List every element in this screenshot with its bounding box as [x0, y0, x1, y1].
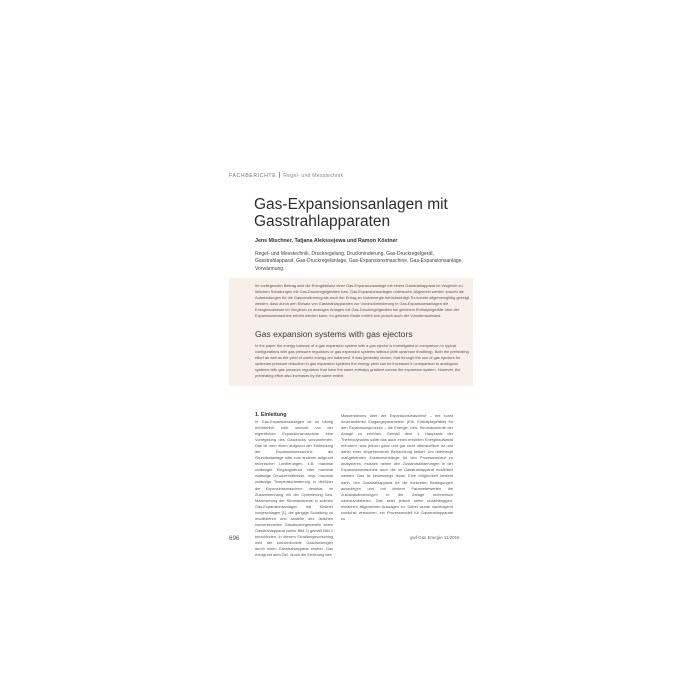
article-keywords: Regel- und Messtechnik, Druckregelung, Druckminderung, Gas-Druckregelgerät, Gasstrahlapparat, Gas-Druckregelanlage, Gas-Expansionsmaschine, Gas-Expansionsanlage, Vorwärmung. [255, 251, 463, 272]
subsection-label: Regel- und Messtechnik [283, 173, 344, 179]
section-header [229, 172, 343, 179]
abstract-german: Im vorliegenden Beitrag wird die Energiebilanz einer Gas-Expansionsanlage mit einem Gasstrahlapparat im Vergleich zu üblichen Schaltungen mit Gas-Druckregelgeräten bzw. Gas-Expansionsanlagen untersucht. Allgemein werden sowohl die Aufwendungen für die Gasvorwärmung als auch der Ertrag an Nutzenergie berücksichtigt. Es konnte allgemeingültig gezeigt werden, dass durch den Einsatz von Gasstrahlapparaten zur Vordruckminderung in Gas-Expansionsanlagen die Energieausbeute im Vergleich zu analogen Anlagen mit Gas-Druckregelgeräten bei gleichem Enthalpiegefälle über der Expansionsmaschine erhöht werden kann. Im gleichen Maße erhöht sich jedoch auch der Vorwärmaufwand. [255, 283, 469, 319]
article-title: Gas-Expansionsanlagen mit Gasstrahlapparaten [254, 196, 448, 230]
abstract-english-title: Gas expansion systems with gas ejectors [255, 329, 413, 339]
header-divider [279, 172, 280, 178]
article-authors: Jens Mischner, Tatjana Alekssejewa und Ramon Köstner [255, 238, 398, 244]
journal-footer: gwf-Gas Energie 11/2016 [410, 535, 460, 540]
abstract-english: In the paper the energy balance of a gas expansion system with a gas ejector is investigated in comparison to typical configurations with gas pressure regulators or gas expansion systems without (with upstream throttling). Both the preheating effort as well as the yield of useful energy are balanced. It was generally shown, that through the use of gas ejectors for upstream pressure reduction in gas expansion systems the energy yield can be increased in comparison to analogous systems with gas pressure regulators that have the same enthalpy gradient across the expansion system. However, the preheating effort also increases by the same extent. [255, 343, 469, 379]
page-number: 696 [229, 535, 240, 542]
body-column-right: Massenstroms über der Expansionsmaschine – bei sonst unveränderten Eingangsparametern (Eth, Enthalpiegefälle) für den Expansionsprozess – die Energie- bzw. Stromausbeute der Anlage zu erhöhen. Gemäß dem 1. Hauptsatz der Thermodynamik sollte das auch einen erhöhten Energieaufwand erfordern, was jedoch ganz und gar nicht offensichtlich ist und daher einer eingehenderen Betrachtung bedarf. Um überhaupt maßgebenden Zusammenhänge für den Prozessverlauf zu analysieren, müssen neben den Zustandsänderungen in der Expansionsmaschine auch die im Gasstrahlapparat modelliert werden. Das ist keineswegs trivial. Eine Möglichkeit besteht darin, den Gasstrahlapparat für die konkreten Bedingungen auszulegen und mit diesem Parameterwerten die Zustandsänderungen in der Anlage rechnerisch nachzuvollziehen. Das setzt jedoch keine unabhängigen, einfachen allgemeinen Aussagen zu. Daher wurde nachfolgend zunächst versuchen, ein Prozessmodell für Gasstrahlapparate zu [341, 413, 453, 521]
body-column-left: In Gas-Expansionsanlagen ist es häufig erforderlich oder sinnvoll, vor der eigentlichen Expansionsmaschine eine Vorregelung des Gasdrucks vorzunehmen. Das ist zum einen aufgrund der Einbindung der Expansionsmaschine als Grundlastanlage oder zum anderen aufgrund technischer Limitierungen, z.B. maximal zulässiger Eingangsdruck oder maximal zulässige Druckverhältnisse, resp. maximal zulässige Temperaturänderung in der/über der Expansionsmaschine, denkbar. Im Zusammenhang mit der Optimierung bzw. Maximierung der Stromausbeute in solchen Gas-Expansionsanlagen hat Köstner vorgeschlagen [1], die gängige Schaltung zu modifizieren und anstelle des üblichen konventionellen Gasdruckregelventils einen Gasstrahlapparat (siehe Bild 2) gemäß Bild 1 einzubinden. In diesem Schaltungsvorschlag wird der konventionelle Gasdruckregler durch einen Gasstrahlapparat ersetzt. Gas erfolgt mit dem Ziel, durch die Erhöhung des [255, 419, 333, 558]
section-heading-introduction: 1. Einleitung [255, 412, 287, 418]
section-label: FACHBERICHTE [229, 173, 277, 179]
